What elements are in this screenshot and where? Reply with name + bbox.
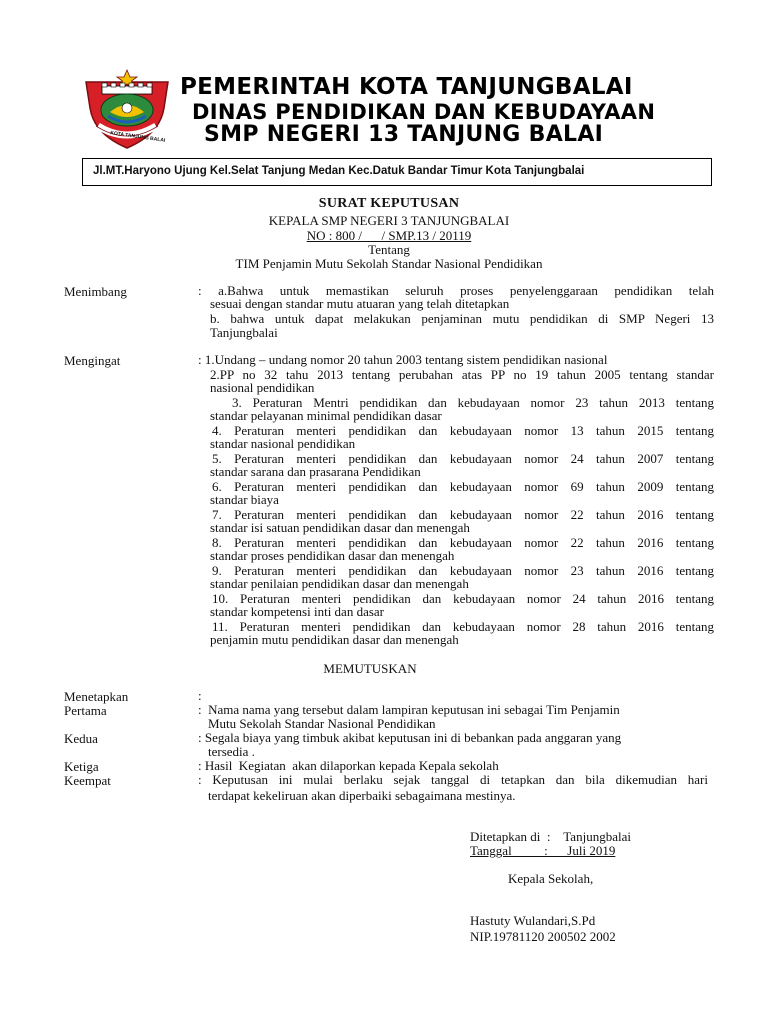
mengingat-line: 4. Peraturan menteri pendidikan dan kebudayaan nomor 13 tahun 2015 tentang bbox=[212, 423, 714, 438]
mengingat-line: penjamin mutu pendidikan dasar dan menengah bbox=[210, 632, 459, 647]
mengingat-label: Mengingat bbox=[64, 353, 121, 368]
ditetapkan-line: Ditetapkan di : Tanjungbalai bbox=[470, 829, 631, 844]
school-address: Jl.MT.Haryono Ujung Kel.Selat Tanjung Medan Kec.Datuk Bandar Timur Kota Tanjungbalai bbox=[93, 165, 585, 177]
menetapkan-label: Menetapkan bbox=[64, 689, 129, 704]
tanggal-line: Tanggal : Juli 2019 bbox=[470, 843, 616, 858]
department-heading: DINAS PENDIDIKAN DAN KEBUDAYAAN bbox=[192, 100, 656, 124]
ketiga-label: Ketiga bbox=[64, 759, 99, 774]
menimbang-line: Tanjungbalai bbox=[210, 325, 278, 340]
letter-number: NO : 800 / / SMP.13 / 20119 bbox=[306, 228, 472, 243]
letter-subject: TIM Penjamin Mutu Sekolah Standar Nasional Pendidikan bbox=[235, 256, 543, 271]
pertama-label: Pertama bbox=[64, 703, 107, 718]
mengingat-line: standar proses pendidikan dasar dan menengah bbox=[210, 548, 455, 563]
signatory-name: Hastuty Wulandari,S.Pd bbox=[470, 913, 596, 928]
address-box bbox=[82, 158, 712, 186]
menimbang-line: b. bahwa untuk dapat melakukan penjaminan mutu pendidikan di SMP Negeri 13 bbox=[210, 311, 714, 326]
mengingat-line: standar kompetensi inti dan dasar bbox=[210, 604, 385, 619]
mengingat-line: 5. Peraturan menteri pendidikan dan kebudayaan nomor 24 tahun 2007 tentang bbox=[212, 451, 714, 466]
mengingat-line: standar isi satuan pendidikan dasar dan menengah bbox=[210, 520, 470, 535]
signatory-position: Kepala Sekolah, bbox=[508, 871, 594, 886]
mengingat-line: 11. Peraturan menteri pendidikan dan kebudayaan nomor 28 tahun 2016 tentang bbox=[212, 619, 714, 634]
mengingat-line: 10. Peraturan menteri pendidikan dan kebudayaan nomor 24 tahun 2016 tentang bbox=[212, 591, 714, 606]
keempat-line: terdapat kekeliruan akan diperbaiki sebagaimana mestinya. bbox=[208, 788, 516, 803]
mengingat-line: standar pelayanan minimal pendidikan dasar bbox=[210, 408, 442, 423]
mengingat-line: 3. Peraturan Mentri pendidikan dan kebudayaan nomor 23 tahun 2013 tentang bbox=[232, 395, 714, 410]
government-heading: PEMERINTAH KOTA TANJUNGBALAI bbox=[180, 74, 633, 100]
mengingat-line: 6. Peraturan menteri pendidikan dan kebudayaan nomor 69 tahun 2009 tentang bbox=[212, 479, 714, 494]
kedua-line: tersedia . bbox=[208, 744, 255, 759]
pertama-line: Mutu Sekolah Standar Nasional Pendidikan bbox=[208, 716, 436, 731]
kedua-line: : Segala biaya yang timbuk akibat keputusan ini di bebankan pada anggaran yang bbox=[198, 730, 622, 745]
mengingat-line: standar sarana dan prasarana Pendidikan bbox=[210, 464, 421, 479]
mengingat-line: 9. Peraturan menteri pendidikan dan kebudayaan nomor 23 tahun 2016 tentang bbox=[212, 563, 714, 578]
ketiga-line: : Hasil Kegiatan akan dilaporkan kepada Kepala sekolah bbox=[198, 758, 499, 773]
mengingat-line: 2.PP no 32 tahu 2013 tentang perubahan atas PP no 19 tahun 2005 tentang standar bbox=[210, 367, 714, 382]
school-heading: SMP NEGERI 13 TANJUNG BALAI bbox=[204, 122, 604, 147]
menimbang-line: : a.Bahwa untuk memastikan seluruh proses penyelenggaraan pendidikan telah bbox=[198, 283, 714, 298]
letter-title: SURAT KEPUTUSAN bbox=[318, 196, 460, 211]
mengingat-line: 8. Peraturan menteri pendidikan dan kebudayaan nomor 22 tahun 2016 tentang bbox=[212, 535, 714, 550]
mengingat-line: nasional pendidikan bbox=[210, 380, 315, 395]
mengingat-line: 7. Peraturan menteri pendidikan dan kebudayaan nomor 22 tahun 2016 tentang bbox=[212, 507, 714, 522]
letter-issuer: KEPALA SMP NEGERI 3 TANJUNGBALAI bbox=[268, 213, 510, 228]
menimbang-line: sesuai dengan standar mutu atuaran yang telah ditetapkan bbox=[210, 296, 510, 311]
mengingat-line: : 1.Undang – undang nomor 20 tahun 2003 tentang sistem pendidikan nasional bbox=[198, 352, 608, 367]
menimbang-label: Menimbang bbox=[64, 284, 127, 299]
pertama-line: : Nama nama yang tersebut dalam lampiran keputusan ini sebagai Tim Penjamin bbox=[198, 702, 620, 717]
menetapkan-colon: : bbox=[198, 688, 202, 703]
about-label: Tentang bbox=[368, 242, 410, 257]
signatory-nip: NIP.19781120 200502 2002 bbox=[470, 929, 616, 944]
mengingat-line: standar nasional pendidikan bbox=[210, 436, 356, 451]
keempat-line: : Keputusan ini mulai berlaku sejak tanggal di tetapkan dan bila dikemudian hari bbox=[198, 772, 708, 787]
memutuskan-heading: MEMUTUSKAN bbox=[323, 661, 417, 676]
keempat-label: Keempat bbox=[64, 773, 111, 788]
mengingat-line: standar penilaian pendidikan dasar dan menengah bbox=[210, 576, 469, 591]
logo-text: KOTA TANJUNG BALAI bbox=[109, 130, 166, 144]
kedua-label: Kedua bbox=[64, 731, 98, 746]
mengingat-line: standar biaya bbox=[210, 492, 279, 507]
